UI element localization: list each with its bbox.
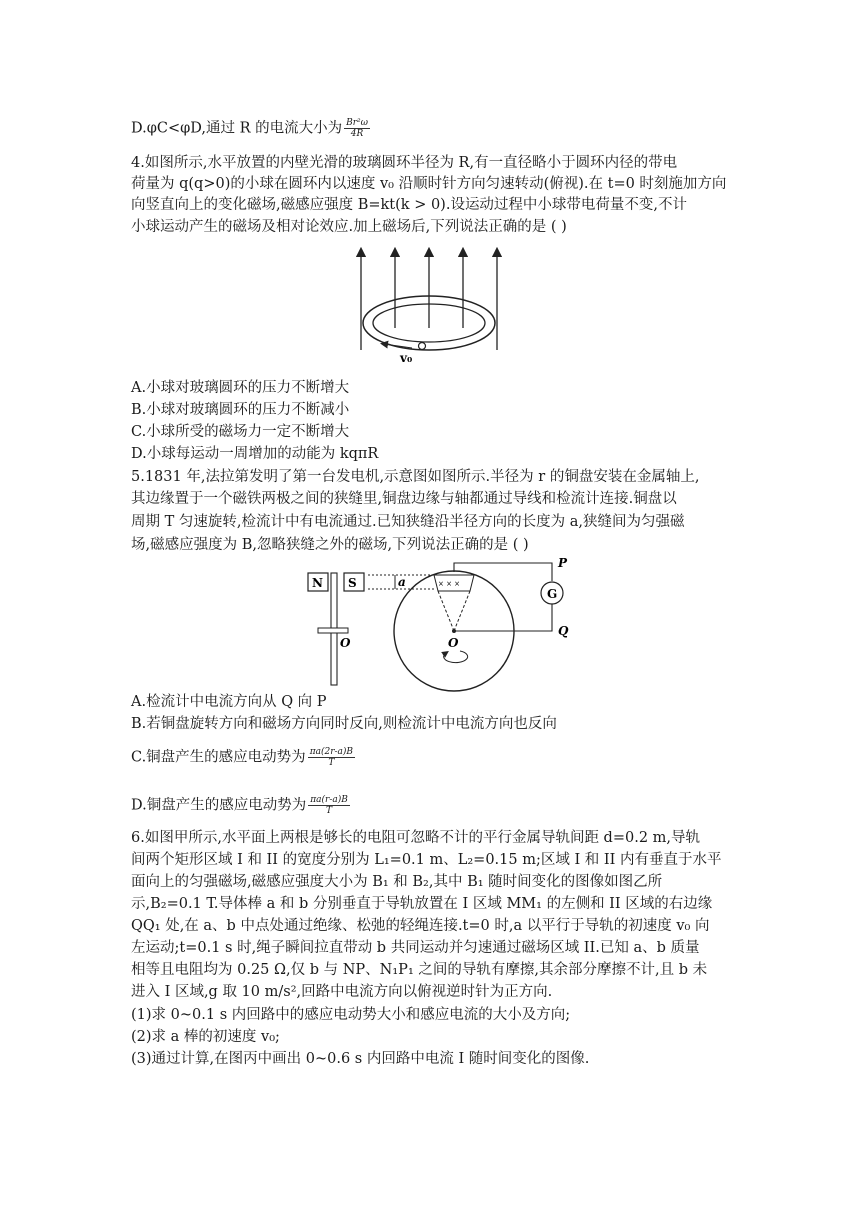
q5-option-d-text: D.铜盘产生的感应电动势为 xyxy=(131,797,307,814)
q3-option-d-fraction xyxy=(344,118,370,139)
q5-option-c-numerator: πa(2r-a)B xyxy=(309,747,354,757)
q6-subquestion-1: (1)求 0~0.1 s 内回路中的感应电动势大小和感应电流的大小及方向; xyxy=(131,1007,571,1023)
velocity-label: v₀ xyxy=(400,351,413,365)
gap-radius-left xyxy=(438,591,454,631)
q3-option-d-text: C<φD,通过 R 的电流大小为 xyxy=(156,120,343,137)
q3-option-d-denominator: 4R xyxy=(350,129,364,139)
q5-option-c-text: C.铜盘产生的感应电动势为 xyxy=(131,749,306,766)
q5-line-2: 其边缘置于一个磁铁两极之间的狭缝里,铜盘边缘与轴都通过导线和检流计连接.铜盘以 xyxy=(131,491,677,507)
gap-radius-right xyxy=(454,591,470,631)
field-lines xyxy=(361,252,497,350)
point-p-label: P xyxy=(558,556,568,570)
q6-subquestion-3: (3)通过计算,在图丙中画出 0~0.6 s 内回路中电流 I 随时间变化的图像. xyxy=(131,1051,590,1067)
q4-option-a: A.小球对玻璃圆环的压力不断增大 xyxy=(131,380,350,396)
q5-option-c-fraction xyxy=(308,747,355,768)
q5-line-3: 周期 T 匀速旋转,检流计中有电流通过.已知狭缝沿半径方向的长度为 a,狭缝间为匀强磁 xyxy=(131,514,685,530)
axle-bearing xyxy=(318,628,348,633)
charged-ball xyxy=(419,343,426,350)
q4-line-1: 4.如图所示,水平放置的内壁光滑的玻璃圆环半径为 R,有一直径略小于圆环内径的带电 xyxy=(131,155,678,171)
q5-option-a: A.检流计中电流方向从 Q 向 P xyxy=(131,694,327,710)
field-crosses: × × × xyxy=(438,580,461,588)
point-q-label: Q xyxy=(558,624,569,638)
q5-option-d-numerator: πa(r-a)B xyxy=(310,795,348,805)
q4-option-d: D.小球每运动一周增加的动能为 kqπR xyxy=(131,446,379,462)
q5-option-d-denominator: T xyxy=(326,806,333,816)
q4-option-c: C.小球所受的磁场力一定不断增大 xyxy=(131,424,350,440)
q3-option-d xyxy=(131,118,370,139)
q6-line-4: 示,B₂=0.1 T.导体棒 a 和 b 分别垂直于导轨放置在 I 区域 MM₁ 的左侧和 II 区域的右边缘 xyxy=(131,896,713,912)
magnet-north-label: N xyxy=(312,576,323,590)
rotation-arrow xyxy=(444,651,468,663)
q3-option-d-prefix: D.φ xyxy=(131,120,157,137)
q6-line-2: 间两个矩形区域 I 和 II 的宽度分别为 L₁=0.1 m、L₂=0.15 m;区域 I 和 II 内有垂直于水平 xyxy=(131,852,722,868)
q4-option-b: B.小球对玻璃圆环的压力不断减小 xyxy=(131,402,350,418)
q4-line-2: 荷量为 q(q>0)的小球在圆环内以速度 v₀ 沿顺时针方向匀速转动(俯视).在 t=0 时刻施加方向 xyxy=(131,176,727,192)
galvanometer-label: G xyxy=(547,587,558,601)
q6-line-7: 相等且电阻均为 0.25 Ω,仅 b 与 NP、N₁P₁ 之间的导轨有摩擦,其余部分摩擦不计,且 b 未 xyxy=(131,962,708,978)
q5-option-d-fraction xyxy=(308,795,350,816)
q6-line-5: QQ₁ 处,在 a、b 中点处通过绝缘、松弛的轻绳连接.t=0 时,a 以平行于导轨的初速度 v₀ 向 xyxy=(131,918,710,934)
q5-option-c-denominator: T xyxy=(328,758,335,768)
q6-line-3: 面向上的匀强磁场,磁感应强度大小为 B₁ 和 B₂,其中 B₁ 随时间变化的图像如图乙所 xyxy=(131,874,663,890)
q4-ring-field-figure xyxy=(350,240,510,370)
wire-to-axle xyxy=(454,604,552,631)
q4-line-4: 小球运动产生的磁场及相对论效应.加上磁场后,下列说法正确的是 ( ) xyxy=(131,219,567,235)
q5-line-1: 5.1831 年,法拉第发明了第一台发电机,示意图如图所示.半径为 r 的铜盘安装在金属轴上, xyxy=(131,469,700,485)
magnet-south-label: S xyxy=(348,576,357,590)
q6-line-6: 左运动;t=0.1 s 时,绳子瞬间拉直带动 b 共同运动并匀速通过磁场区域 II.已知 a、b 质量 xyxy=(131,940,700,956)
q5-faraday-disc-figure xyxy=(300,555,590,695)
q6-subquestion-2: (2)求 a 棒的初速度 v₀; xyxy=(131,1029,280,1045)
q6-line-1: 6.如图甲所示,水平面上两根是够长的电阻可忽略不计的平行金属导轨间距 d=0.2 m,导轨 xyxy=(131,830,701,846)
q5-option-d xyxy=(131,795,350,816)
disc-o-label: O xyxy=(448,636,459,650)
q5-option-c xyxy=(131,747,355,768)
axle-o-label: O xyxy=(340,636,351,650)
gap-a-label: a xyxy=(398,575,406,589)
q5-option-b: B.若铜盘旋转方向和磁场方向同时反向,则检流计中电流方向也反向 xyxy=(131,716,557,732)
q3-option-d-numerator: Br²ω xyxy=(346,118,368,128)
q5-line-4: 场,磁感应强度为 B,忽略狭缝之外的磁场,下列说法正确的是 ( ) xyxy=(131,537,529,553)
q4-line-3: 向竖直向上的变化磁场,磁感应强度 B=kt(k > 0).设运动过程中小球带电荷量不变,不计 xyxy=(131,197,688,213)
q6-line-8: 进入 I 区域,g 取 10 m/s²,回路中电流方向以俯视逆时针为正方向. xyxy=(131,984,553,1000)
